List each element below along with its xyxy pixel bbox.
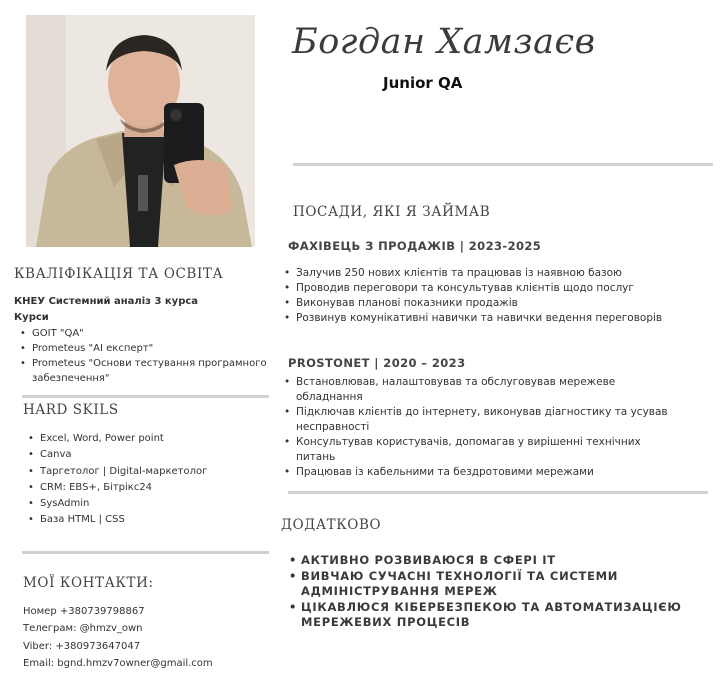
education-section	[14, 294, 269, 386]
skill-item: • SysAdmin	[26, 496, 266, 512]
contacts-section	[23, 603, 213, 672]
contacts-heading: МОЇ КОНТАКТИ:	[23, 575, 154, 591]
hard-skills-heading: HARD SKILS	[23, 402, 119, 418]
courses-list	[18, 326, 269, 386]
education-degree: КНЕУ Системний аналіз 3 курса	[14, 296, 199, 307]
hard-skills-list	[26, 431, 266, 529]
skill-item: • Таргетолог | Digital-маркетолог	[26, 464, 266, 480]
skill-item: • Excel, Word, Power point	[26, 431, 266, 447]
job-duty: • Встановлював, налаштовував та обслуговував мережеве обладнання	[282, 375, 682, 405]
additional-item: • ЦІКАВЛЮСЯ КІБЕРБЕЗПЕКОЮ ТА АВТОМАТИЗАЦІЄЮ МЕРЕЖЕВИХ ПРОЦЕСІВ	[287, 600, 707, 631]
job-duty: • Проводив переговори та консультував клієнтів щодо послуг	[282, 281, 682, 296]
profile-photo	[26, 15, 255, 247]
course-item: • Prometeus "AI експерт"	[18, 341, 269, 356]
skill-item: • Canva	[26, 447, 266, 463]
header-divider	[293, 163, 713, 166]
education-divider	[22, 395, 269, 398]
job-duty: • Працював із кабельними та бездротовими мережами	[282, 465, 682, 480]
skill-item: • База HTML | CSS	[26, 512, 266, 528]
contact-phone[interactable]: Номер +380739798867	[23, 606, 145, 617]
job-duty: • Консультував користувачів, допомагав у вирішенні технічних питань	[282, 435, 682, 465]
job-duties-list	[282, 375, 682, 480]
additional-item: • ВИВЧАЮ СУЧАСНІ ТЕХНОЛОГІЇ ТА СИСТЕМИ АДМІНІСТРУВАННЯ МЕРЕЖ	[287, 569, 707, 600]
contact-telegram[interactable]: Телеграм: @hmzv_own	[23, 623, 143, 635]
additional-heading: ДОДАТКОВО	[281, 517, 382, 533]
job-duty: • Розвинув комунікативні навички та навички ведення переговорів	[282, 311, 682, 326]
additional-list	[287, 553, 707, 631]
job-duty: • Виконував планові показники продажів	[282, 296, 682, 311]
course-item: • Prometeus "Основи тестування програмного забезпечення"	[18, 356, 269, 386]
additional-item: • АКТИВНО РОЗВИВАЮСЯ В СФЕРІ IT	[287, 553, 707, 569]
contact-email[interactable]: Email: bgnd.hmzv7owner@gmail.com	[23, 657, 213, 669]
job-duty: • Підключав клієнтів до інтернету, виконував діагностику та усував несправності	[282, 405, 682, 435]
experience-heading: ПОСАДИ, ЯКІ Я ЗАЙМАВ	[293, 204, 491, 220]
skill-item: • CRM: EBS+, Бітрікс24	[26, 480, 266, 496]
job-title: PROSTONET | 2020 – 2023	[288, 356, 466, 370]
courses-label: Курси	[14, 312, 49, 323]
course-item: • GOIT "QA"	[18, 326, 269, 341]
job-duty: • Залучив 250 нових клієнтів та працював із наявною базою	[282, 266, 682, 281]
candidate-name: Богдан Хамзаєв	[292, 22, 596, 62]
skills-divider	[22, 551, 269, 554]
education-heading: КВАЛІФІКАЦІЯ ТА ОСВІТА	[14, 266, 224, 282]
experience-divider	[288, 491, 708, 494]
contact-viber[interactable]: Viber: +380973647047	[23, 640, 141, 652]
job-role: Junior QA	[383, 74, 463, 92]
job-title: ФАХІВЕЦЬ З ПРОДАЖІВ | 2023-2025	[288, 239, 542, 253]
job-duties-list	[282, 266, 682, 326]
